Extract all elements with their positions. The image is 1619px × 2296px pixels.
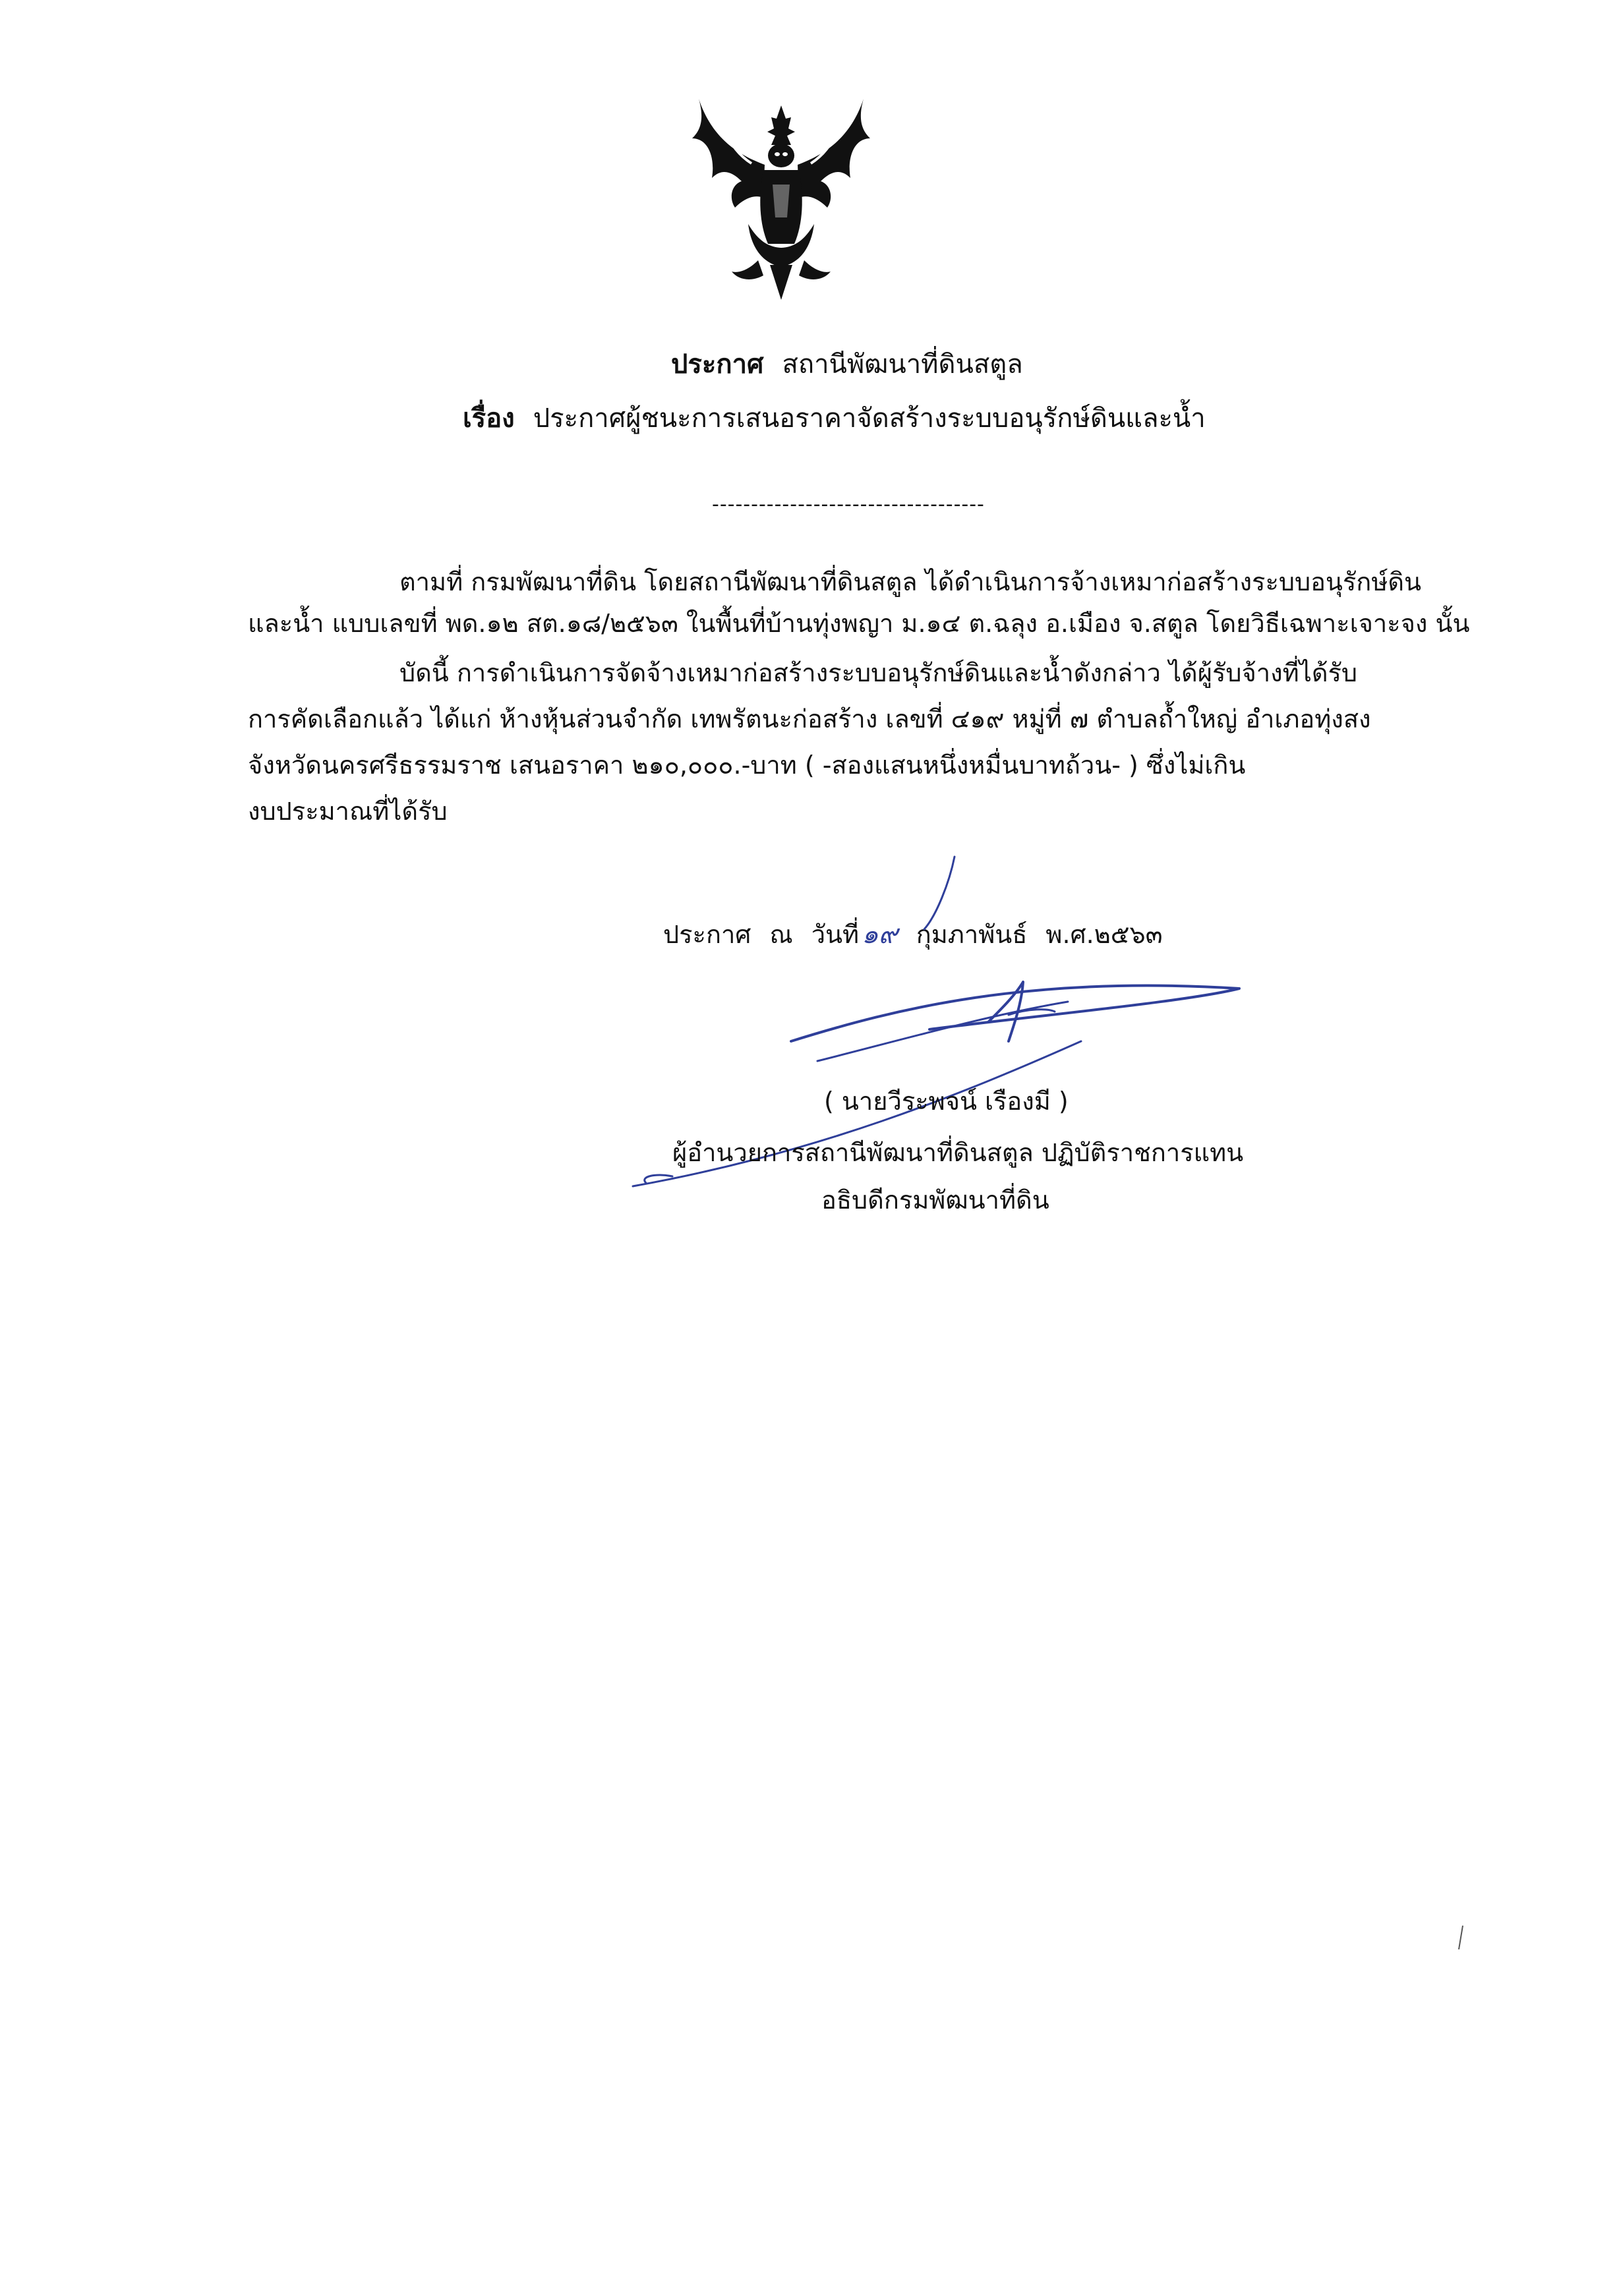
scan-mark: [1457, 1924, 1465, 1951]
date-year: พ.ศ.๒๕๖๓: [1045, 920, 1163, 949]
paragraph-2-line-2: การคัดเลือกแล้ว ได้แก่ ห้างหุ้นส่วนจำกัด เทพรัตนะก่อสร้าง เลขที่ ๔๑๙ หมู่ที่ ๗ ตำบลถ้ำใหญ่ อำเภอทุ่งสง: [248, 704, 1371, 733]
announcement-heading: [671, 343, 1023, 385]
paragraph-2-line-4: งบประมาณที่ได้รับ: [248, 797, 448, 826]
date-at: ณ: [769, 920, 793, 949]
divider-line: -----------------------------------: [712, 493, 985, 516]
date-day-handwritten: ๑๙: [862, 919, 898, 950]
garuda-emblem-icon: [686, 92, 877, 303]
signatory-name: ( นายวีระพจน์ เรืองมี ): [824, 1087, 1069, 1116]
paragraph-1-line-2: และน้ำ แบบเลขที่ พด.๑๒ สต.๑๘/๒๕๖๓ ในพื้นที่บ้านทุ่งพญา ม.๑๔ ต.ฉลุง อ.เมือง จ.สตูล โดยวิธีเฉพาะเจาะจง นั้น: [248, 609, 1470, 638]
date-month: กุมภาพันธ์: [916, 920, 1028, 949]
paragraph-2-line-3: จังหวัดนครศรีธรรมราช เสนอราคา ๒๑๐,๐๐๐.-บาท ( -สองแสนหนึ่งหมื่นบาทถ้วน- ) ซึ่งไม่เกิน: [248, 751, 1246, 780]
subject-heading: [463, 397, 1206, 439]
subject-text: ประกาศผู้ชนะการเสนอราคาจัดสร้างระบบอนุรักษ์ดินและน้ำ: [533, 403, 1206, 434]
date-prefix: ประกาศ: [663, 920, 751, 949]
date-day-label: วันที่: [811, 920, 860, 949]
paragraph-1-line-1: ตามที่ กรมพัฒนาที่ดิน โดยสถานีพัฒนาที่ดินสตูล ได้ดำเนินการจ้างเหมาก่อสร้างระบบอนุรักษ์ดิน: [399, 567, 1422, 596]
signatory-position-line-1: ผู้อำนวยการสถานีพัฒนาที่ดินสตูล ปฏิบัติราชการแทน: [672, 1138, 1244, 1167]
issuer-name: สถานีพัฒนาที่ดินสตูล: [782, 349, 1023, 380]
paragraph-2-line-1: บัดนี้ การดำเนินการจัดจ้างเหมาก่อสร้างระบบอนุรักษ์ดินและน้ำดังกล่าว ได้ผู้รับจ้างที่ได้รับ: [399, 658, 1358, 687]
announcement-label: ประกาศ: [671, 349, 764, 380]
subject-label: เรื่อง: [463, 403, 515, 434]
signatory-position-line-2: อธิบดีกรมพัฒนาที่ดิน: [821, 1186, 1049, 1215]
